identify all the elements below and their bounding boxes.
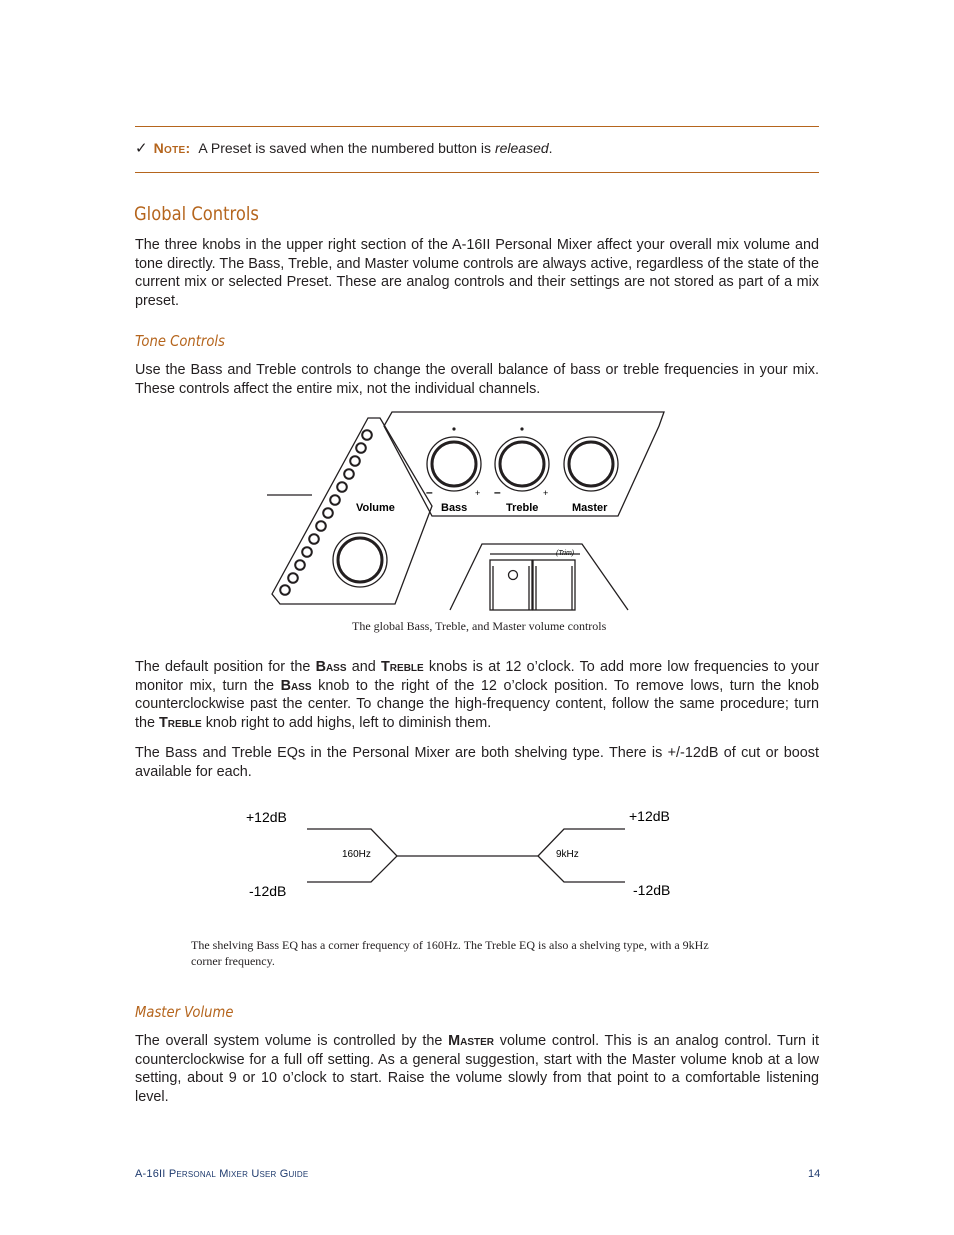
text-run: knob right to add highs, left to diminish them. [201,715,492,732]
treble-term: Treble [381,659,424,675]
bass-term: Bass [280,677,312,694]
note-emphasis: released [494,140,549,156]
trim-label: (Trim) [556,550,575,557]
heading-master-volume: Master Volume [135,1003,234,1021]
bass-frequency-label: 160Hz [342,849,371,860]
treble-center-dot [520,427,523,430]
text-run: volume control. This is an analog control. Turn it counterclockwise for a full off setting. As a general suggestion, start with the Master volume knob at a low setting, about 9 or 10 o’clock to start. Raise the volume slowly from that point to a comfortable listening level. [135,1033,819,1106]
text-run: The overall system volume is controlled by the [135,1033,449,1049]
text-run: knob to the right of the 12 o’clock position. To remove lows, turn the knob counterclockwise past the center. To change the high-frequency content, follow the same procedure; turn the [135,677,819,732]
heading-global-controls: Global Controls [134,203,259,225]
eq-caption: The shelving Bass EQ has a corner frequency of 160Hz. The Treble EQ is also a shelving type, with a 9kHz corner frequency. [191,938,709,968]
master-term: Master [448,1033,494,1049]
heading-tone-controls: Tone Controls [135,332,225,350]
treble-label: Treble [506,502,539,514]
global-controls-intro: The three knobs in the upper right section of the A-16II Personal Mixer affect your overall mix volume and tone directly. The Bass, Treble, and Master volume controls are always active, regardless of the state of the current mix or selected Preset. These are analog controls and their settings are not stored as part of a mix preset. [135,237,819,310]
note-top-rule [135,126,819,127]
bass-term: Bass [315,659,347,675]
note [135,139,553,157]
treble-term: Treble [159,715,202,732]
treble-frequency-label: 9kHz [556,849,579,860]
tone-controls-para-2: The Bass and Treble EQs in the Personal Mixer are both shelving type. There is +/-12dB of cut or boost available for each. [135,745,819,780]
bass-knob [427,437,481,491]
footer-title-rest: Personal Mixer User Guide [168,1168,309,1180]
page-number: 14 [808,1168,821,1180]
treble-minus: – [494,485,501,499]
tone-controls-para-1 [135,658,819,733]
figure-caption: The global Bass, Treble, and Master volume controls [352,619,607,633]
treble-cut-label: -12dB [633,882,671,898]
footer-title [135,1168,308,1180]
note-text: A Preset is saved when the numbered button is [198,140,495,156]
bass-center-dot [452,427,455,430]
tone-controls-intro: Use the Bass and Treble controls to change the overall balance of bass or treble frequencies in your mix. These controls affect the entire mix, not the individual channels. [135,362,819,397]
global-controls-figure [262,408,668,612]
bass-cut-label: -12dB [249,883,287,899]
bass-boost-label: +12dB [246,809,287,825]
volume-label: Volume [356,502,395,514]
text-run: and [346,659,382,675]
footer-title-prefix: A-16II [135,1168,169,1180]
eq-shelving-diagram [240,800,690,904]
note-bottom-rule [135,172,819,173]
note-label: Note: [153,140,191,156]
checkmark-icon: ✓ [135,139,148,157]
volume-knob [333,533,387,587]
master-knob [564,437,618,491]
bass-plus: + [475,488,481,498]
text-run: The default position for the [135,659,316,675]
note-text-end: . [548,140,553,156]
master-volume-para [135,1032,819,1107]
text-run: knobs is at 12 o’clock. To add more low frequencies to your monitor mix, turn the [135,659,819,694]
treble-knob [495,437,549,491]
bass-minus: – [426,485,433,499]
treble-plus: + [543,488,549,498]
treble-boost-label: +12dB [629,808,670,824]
master-label: Master [572,502,608,514]
bass-label: Bass [441,502,468,514]
